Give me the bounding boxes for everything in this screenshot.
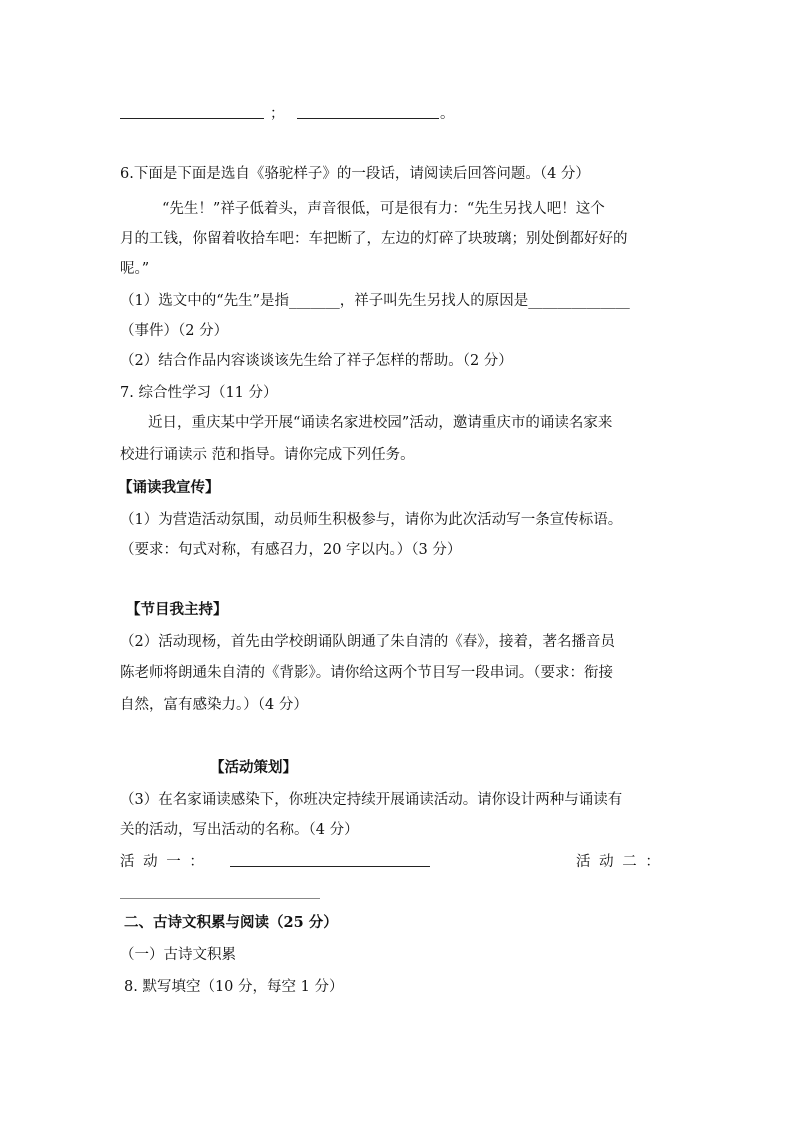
q6-sub1-line-2: （事件）（2 分）: [120, 323, 229, 339]
activity-1-label: 活 动 一 ：: [120, 854, 206, 870]
section2-line-2: 陈老师将朗通朱自清的《背影》。请你给这两个节目写一段串词。（要求：衔接: [120, 665, 613, 681]
activity-1-blank[interactable]: [230, 866, 430, 867]
q6-passage-line-3: 呢。”: [120, 261, 150, 277]
q7-intro-line-1: 近日，重庆某中学开展“诵读名家进校园”活动，邀请重庆市的诵读名家来: [148, 415, 613, 431]
q7-intro-line-2: 校进行诵读示 范和指导。请你完成下列任务。: [120, 447, 415, 463]
section1-line-1: （1）为营造活动氛围，动员师生积极参与，请你为此次活动写一条宣传标语。: [120, 512, 623, 528]
question-8-title: 8. 默写填空（10 分，每空 1 分）: [124, 979, 344, 995]
section-heading-planning: 【活动策划】: [210, 759, 297, 776]
question-7-title: 7. 综合性学习（11 分）: [120, 385, 278, 401]
section1-line-2: （要求：句式对称，有感召力，20 字以内。）（3 分）: [120, 542, 462, 558]
section2-line-1: （2）活动现杨，首先由学校朗诵队朗通了朱自清的《春》，接着，著名播音员: [120, 634, 615, 650]
section2-line-3: 自然，富有感染力。）（4 分）: [120, 697, 308, 713]
blank-end-mark: 。: [440, 106, 455, 122]
part-2-heading: 二、古诗文积累与阅读（25 分）: [124, 914, 338, 931]
q6-passage-line-2: 月的工钱，你留着收拾车吧：车把断了，左边的灯碎了块玻璃；别处倒都好好的: [120, 231, 628, 247]
q6-passage-line-1: “先生！”祥子低着头，声音很低，可是很有力：“先生另找人吧！这个: [162, 201, 605, 217]
answer-blank-2[interactable]: [297, 118, 439, 119]
part-2-subheading: （一）古诗文积累: [120, 947, 236, 963]
section-heading-hosting: 【节目我主持】: [126, 601, 228, 618]
answer-blank-1[interactable]: [120, 118, 264, 119]
q6-sub2: （2）结合作品内容谈谈该先生给了祥子怎样的帮助。（2 分）: [120, 353, 513, 369]
section3-line-2: 关的活动，写出活动的名称。（4 分）: [120, 822, 359, 838]
section-heading-publicity: 【诵读我宣传】: [118, 479, 220, 496]
activity-2-label: 活 动 二 ：: [576, 854, 662, 870]
question-6-title: 6.下面是下面是选自《骆驼样子》的一段话，请阅读后回答问题。（4 分）: [120, 166, 590, 182]
q6-sub1-line-1: （1）选文中的“先生”是指_______，祥子叫先生另找人的原因是______________: [120, 293, 630, 309]
blank-separator: ；: [270, 106, 285, 122]
section3-line-1: （3）在名家诵读感染下，你班决定持续开展诵读活动。请你设计两种与诵读有: [120, 792, 623, 808]
activity-2-blank[interactable]: [120, 898, 320, 899]
